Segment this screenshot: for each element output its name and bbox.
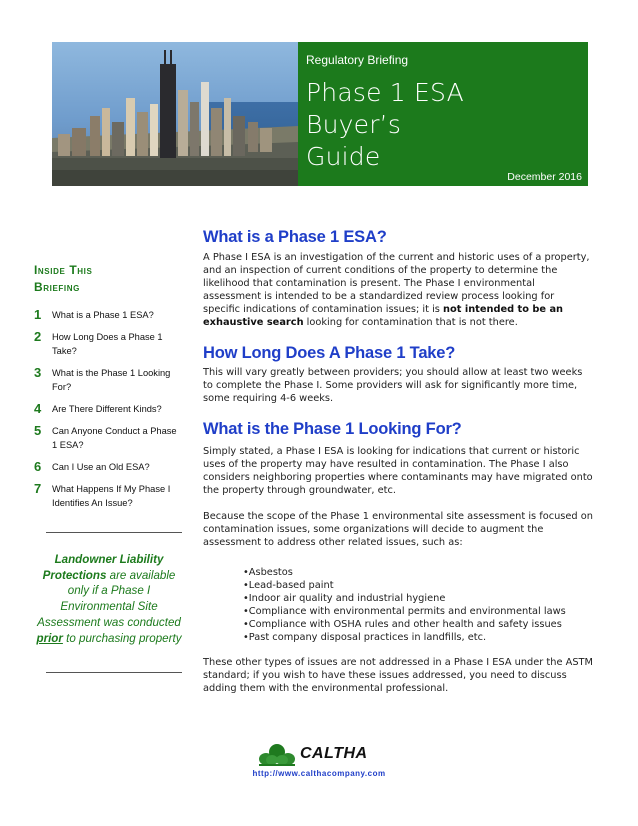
sidebar-divider-bottom [46, 672, 182, 673]
banner-title-line-3: Guide [306, 142, 381, 171]
list-item: •Lead-based paint [243, 580, 334, 591]
toc-item-label: What Happens If My Phase I Identifies An Issue? [52, 484, 171, 508]
banner-date: December 2016 [507, 171, 582, 183]
banner-text-block [306, 42, 588, 186]
banner-kicker: Regulatory Briefing [306, 53, 409, 67]
list-item: •Past company disposal practices in landfills, etc. [243, 632, 487, 643]
section-heading-what-is: What is a Phase 1 ESA? [203, 228, 387, 246]
toc-item-label: How Long Does a Phase 1 Take? [52, 332, 163, 356]
toc-item-number: 4 [34, 401, 42, 416]
city-skyline-photo [52, 42, 298, 186]
sidebar-heading [34, 262, 184, 296]
section-heading-how-long: How Long Does A Phase 1 Take? [203, 344, 456, 362]
issue-bullet-list [243, 566, 566, 644]
section-body-how-long: This will vary greatly between providers; you should allow at least two weeks to complete the Phase I. Some providers will ask for significantly more time, some requiring 4-6 weeks. [203, 367, 583, 404]
what-is-bold: not intended to be an exhaustive search [203, 304, 564, 328]
callout-text-2: to purchasing property [62, 631, 182, 645]
toc-item-label: Can I Use an Old ESA? [52, 462, 150, 472]
section-body-looking-for-2: Because the scope of the Phase 1 environmental site assessment is focused on contamination issues, some organizations will decide to augment the assessment to address other related issues, such as: [203, 511, 593, 548]
toc-item-label: Can Anyone Conduct a Phase 1 ESA? [52, 426, 177, 450]
toc-item[interactable] [34, 424, 184, 452]
toc-item-number: 3 [34, 365, 42, 380]
toc-item-number: 7 [34, 481, 42, 496]
toc-item[interactable] [34, 366, 184, 394]
logo-wordmark: CALTHA [300, 745, 368, 762]
sidebar [34, 262, 184, 518]
toc-item[interactable] [34, 330, 184, 358]
sidebar-heading-line-2: Briefing [34, 280, 80, 294]
callout-text-1: are available only if a Phase I Environmental Site Assessment was conducted [37, 568, 181, 629]
section-heading-looking-for: What is the Phase 1 Looking For? [203, 420, 462, 438]
list-item: •Asbestos [243, 567, 293, 578]
list-item: •Compliance with OSHA rules and other health and safety issues [243, 619, 562, 630]
liability-callout [34, 552, 184, 646]
section-body-looking-for-1: Simply stated, a Phase I ESA is looking for indications that current or historic uses of the property may have resulted in contamination. The Phase I also considers neighboring properties where contaminants may have migrated onto the property through groundwater, etc. [203, 446, 593, 496]
toc-item-number: 6 [34, 459, 42, 474]
section-body-what-is [203, 251, 593, 329]
toc-item[interactable] [34, 482, 184, 510]
leaf-cluster-icon [258, 741, 296, 767]
section-body-looking-for-3: These other types of issues are not addressed in a Phase I ESA under the ASTM standard; if you wish to have these issues addressed, you need to discuss adding them with the environmental professional. [203, 657, 593, 694]
banner-title-line-2: Buyer’s [306, 110, 402, 139]
header-banner [52, 42, 588, 186]
what-is-text-2: looking for contamination that is not there. [303, 317, 518, 328]
list-item: •Indoor air quality and industrial hygiene [243, 593, 446, 604]
toc-item-number: 1 [34, 307, 42, 322]
company-url-link[interactable]: http://www.calthacompany.com [252, 769, 386, 778]
toc-item[interactable] [34, 308, 184, 322]
callout-bold: Landowner Liability Protections [42, 553, 164, 582]
list-item: •Compliance with environmental permits and environmental laws [243, 606, 566, 617]
toc-item-label: What is a Phase 1 ESA? [52, 310, 154, 320]
sidebar-divider-top [46, 532, 182, 533]
toc-item-label: What is the Phase 1 Looking For? [52, 368, 171, 392]
sidebar-heading-line-1: Inside This [34, 263, 93, 277]
toc-item[interactable] [34, 402, 184, 416]
toc-item-number: 5 [34, 423, 42, 438]
banner-title-line-1: Phase 1 ESA [306, 78, 464, 107]
toc-item-label: Are There Different Kinds? [52, 404, 162, 414]
callout-underline: prior [36, 631, 63, 645]
caltha-logo [258, 740, 368, 768]
toc-item-number: 2 [34, 329, 42, 344]
table-of-contents [34, 308, 184, 510]
what-is-text-1: A Phase I ESA is an investigation of the current and historic uses of a property, and an inspection of current conditions of the property to determine the likelihood that contamination is present. The Phase I environmental assessment is intended to be a standardized review process looking for specific indications of contamination issues; it is [203, 252, 590, 315]
toc-item[interactable] [34, 460, 184, 474]
